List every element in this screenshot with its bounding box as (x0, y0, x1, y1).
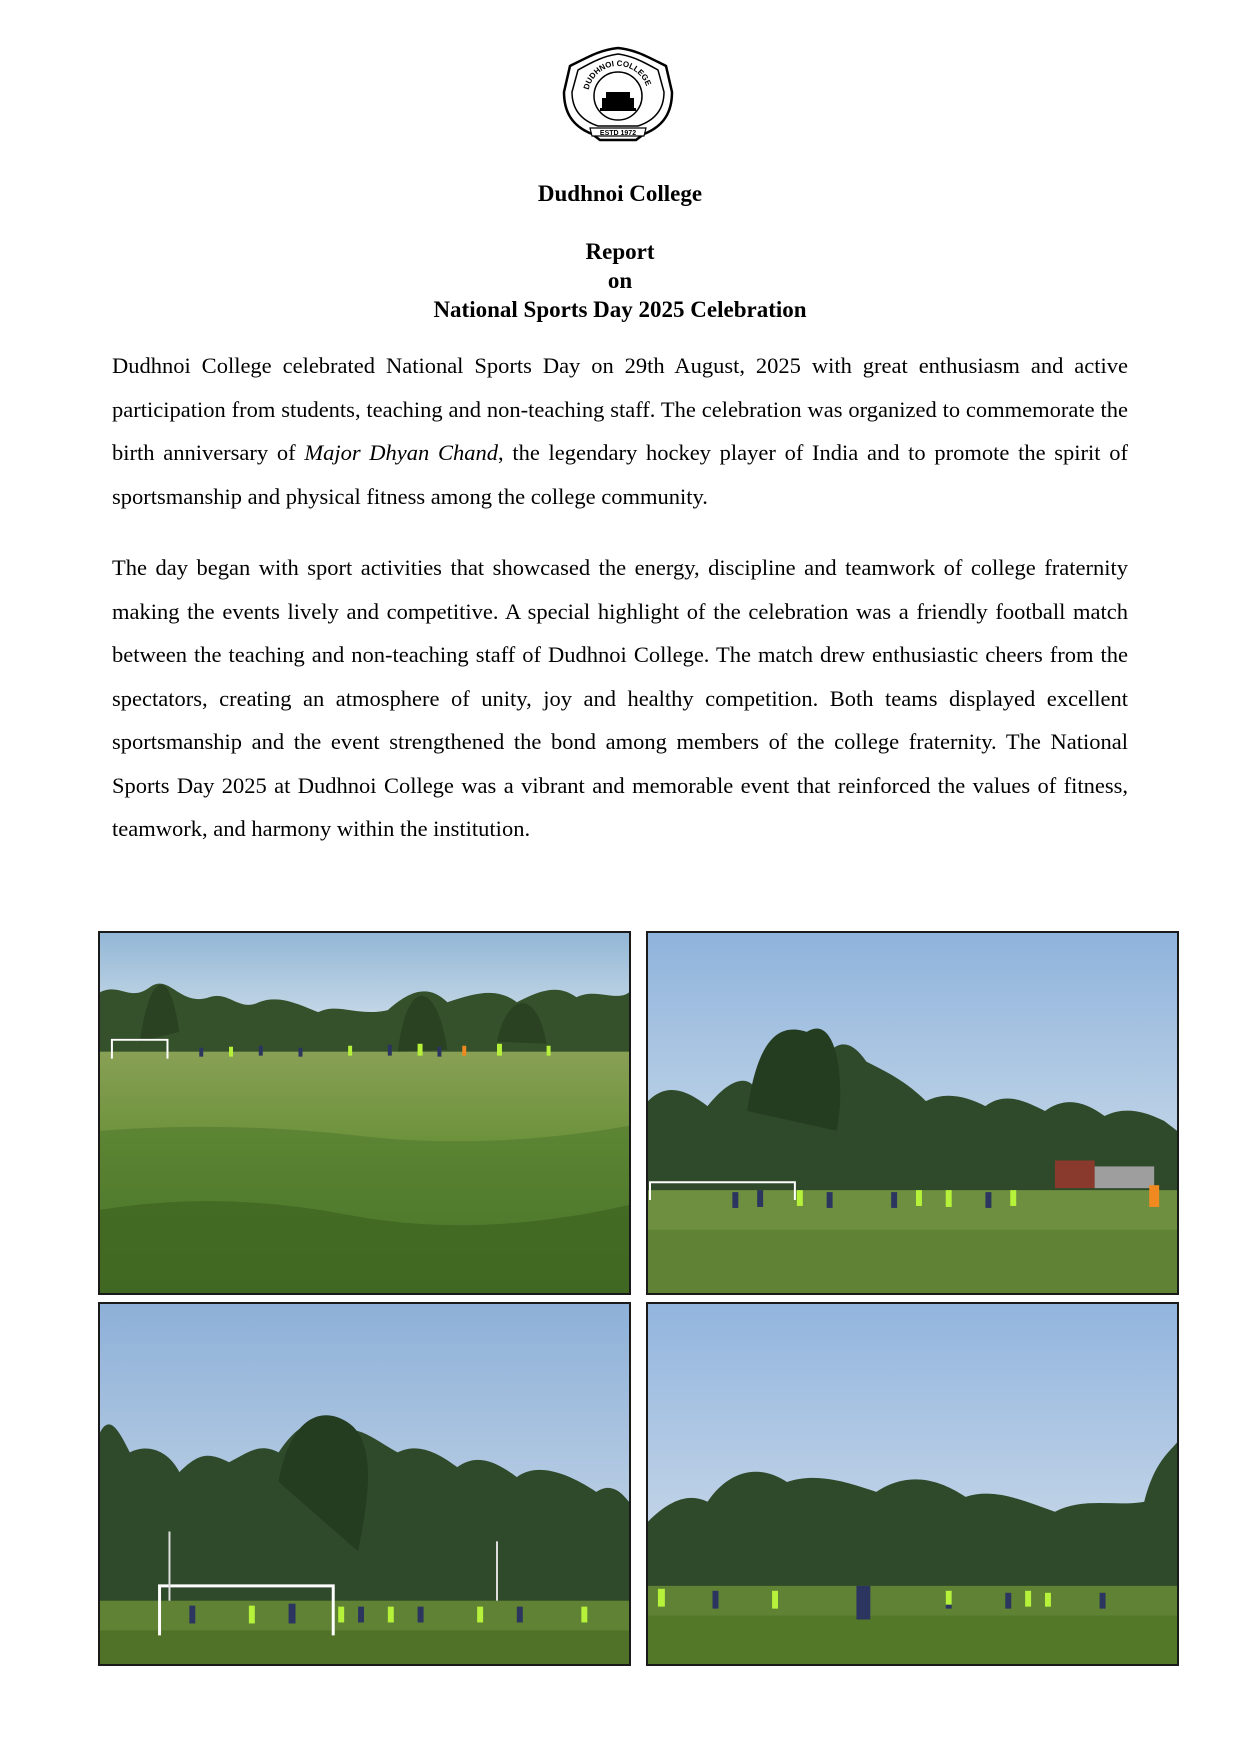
football-match-photo (646, 931, 1179, 1295)
report-heading: Report (585, 239, 655, 264)
paragraph-1-text-end: , the legendary hockey player of India and to promote the spirit of sportsmanship and physical fitness among the college community. (112, 440, 1128, 509)
football-players-photo (646, 1302, 1179, 1666)
college-logo (560, 46, 676, 144)
emphasized-name: Major Dhyan Chand (304, 440, 498, 465)
college-name: Dudhnoi College (537, 181, 703, 206)
logo-text-bottom: ESTD 1972 (599, 130, 637, 137)
college-seal-icon (560, 46, 676, 144)
report-paragraph-2: The day began with sport activities that showcased the energy, discipline and teamwork of college fraternity making the events lively and competitive. A special highlight of the celebration was a friendly football match between the teaching and non-teaching staff of Dudhnoi College. The match drew enthusiastic cheers from the spectators, creating an atmosphere of unity, joy and healthy competition. Both teams displayed excellent sportsmanship and the event strengthened the bond among members of the college fraternity. The National Sports Day 2025 at Dudhnoi College was a vibrant and memorable event that reinforced the values of fitness, teamwork, and harmony within the institution. (112, 555, 1128, 841)
report-on: on (607, 268, 633, 293)
event-title: National Sports Day 2025 Celebration (433, 297, 807, 322)
football-goal-photo (98, 1302, 631, 1666)
football-field-wide-photo (98, 931, 631, 1295)
paragraph-1-text-start: Dudhnoi College celebrated National Sports Day on 29th August, 2025 with great enthusiasm and active participation from students, teaching and non-teaching staff. The celebration was organized to commemorate the birth anniversary of (112, 353, 1128, 465)
logo-text-top: DUDHNOI COLLEGE (581, 58, 653, 91)
report-paragraph-1 (112, 344, 1128, 518)
